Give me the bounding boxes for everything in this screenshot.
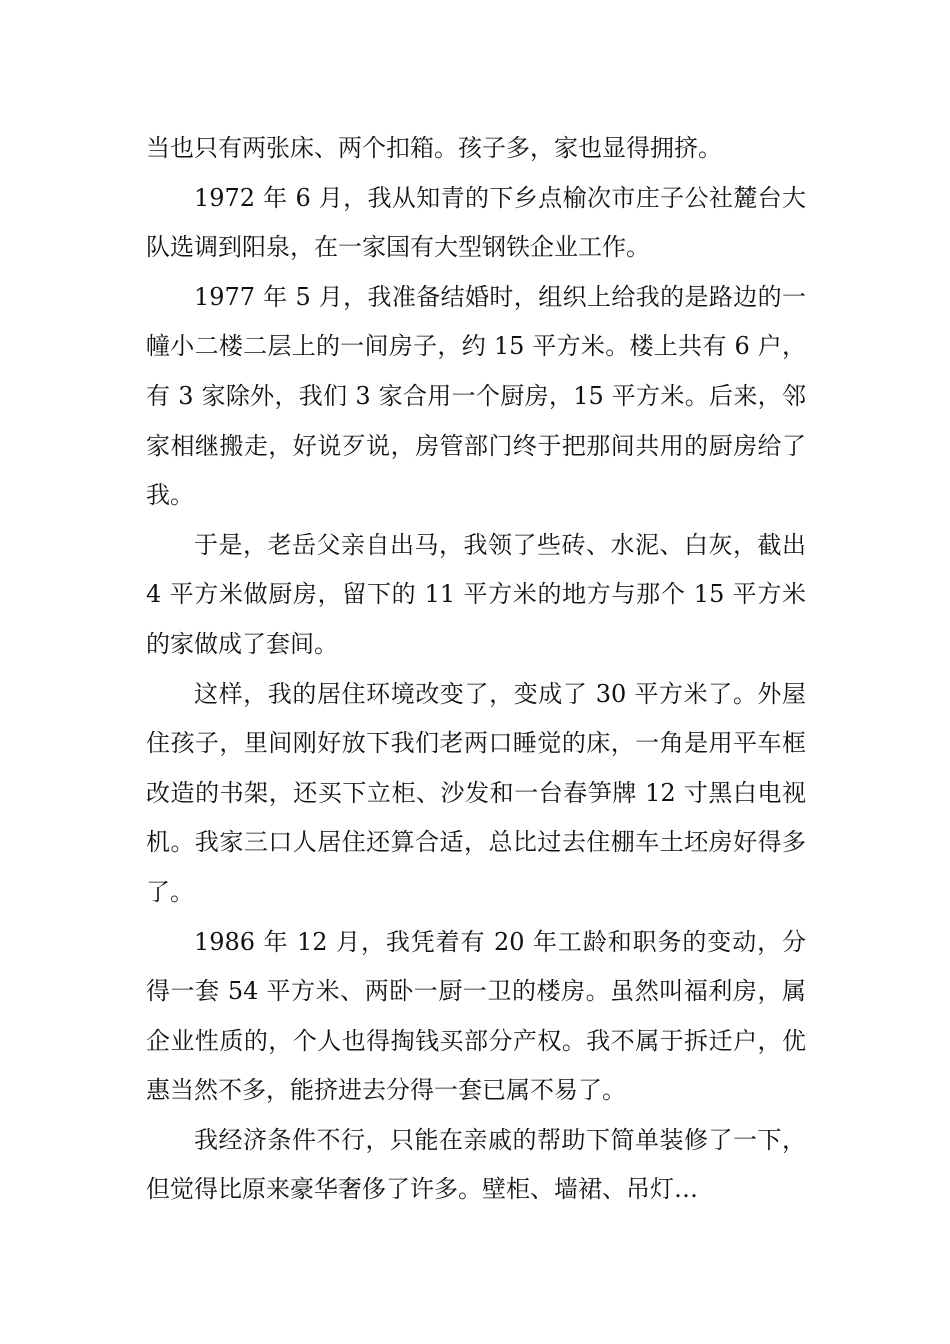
paragraph-kitchen: 于是，老岳父亲自出马，我领了些砖、水泥、白灰，截出 4 平方米做厨房，留下的 11 平方米的地方与那个 15 平方米的家做成了套间。 xyxy=(146,530,806,658)
paragraph-1986: 1986 年 12 月，我凭着有 20 年工龄和职务的变动，分得一套 54 平方米、两卧一厨一卫的楼房。虽然叫福利房，属企业性质的，个人也得掏钱买部分产权。我不属于拆迁户，优惠当然不多，能挤进去分得一套已属不易了。 xyxy=(146,927,806,1105)
document-body xyxy=(146,124,806,1215)
paragraph-30sqm: 这样，我的居住环境改变了，变成了 30 平方米了。外屋住孩子，里间刚好放下我们老两口睡觉的床，一角是用平车框改造的书架，还买下立柜、沙发和一台春笋牌 12 寸黑白电视机。我家三口人居住还算合适，总比过去住棚车土坯房好得多了。 xyxy=(146,679,806,906)
paragraph-renovation: 我经济条件不行，只能在亲戚的帮助下简单装修了一下，但觉得比原来豪华奢侈了许多。壁柜、墙裙、吊灯… xyxy=(146,1125,806,1204)
paragraph-continuation: 当也只有两张床、两个扣箱。孩子多，家也显得拥挤。 xyxy=(146,134,722,162)
paragraph-1972: 1972 年 6 月，我从知青的下乡点榆次市庄子公社麓台大队选调到阳泉，在一家国有大型钢铁企业工作。 xyxy=(146,183,806,262)
paragraph-1977: 1977 年 5 月，我准备结婚时，组织上给我的是路边的一幢小二楼二层上的一间房子，约 15 平方米。楼上共有 6 户，有 3 家除外，我们 3 家合用一个厨房，15 平方米。后来，邻家相继搬走，好说歹说，房管部门终于把那间共用的厨房给了我。 xyxy=(146,282,806,510)
